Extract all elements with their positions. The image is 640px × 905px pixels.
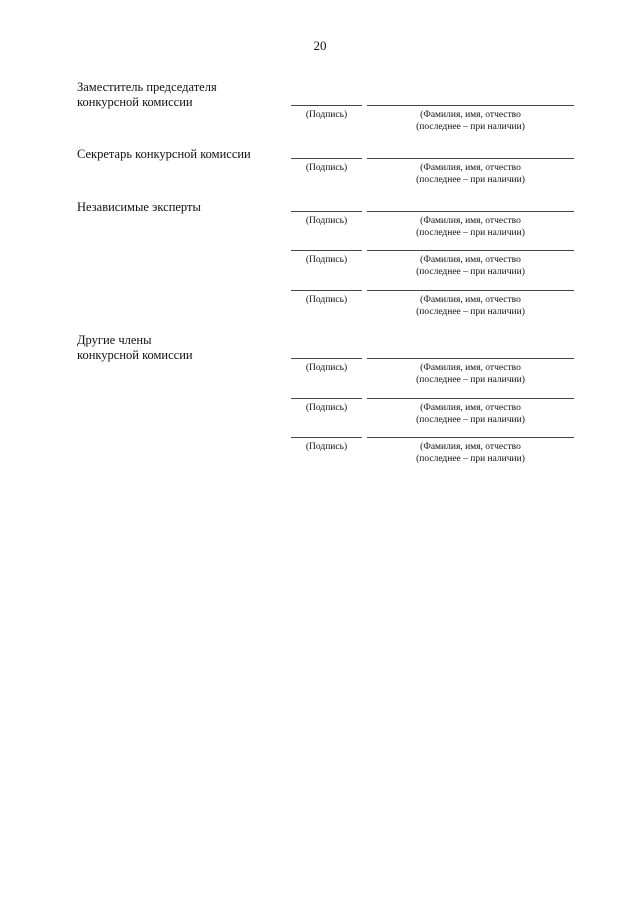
name-caption	[367, 402, 574, 426]
name-caption-line1: (Фамилия, имя, отчество	[420, 403, 521, 413]
name-line	[367, 290, 574, 291]
name-caption-line2: (последнее – при наличии)	[416, 307, 525, 317]
name-line	[367, 105, 574, 106]
label-deputy-chair-line2: конкурсной комиссии	[77, 95, 193, 109]
name-line	[367, 211, 574, 212]
signature-caption: (Подпись)	[305, 295, 348, 305]
name-line	[367, 437, 574, 438]
signature-row-member-3	[0, 437, 640, 467]
signature-row-member-2	[0, 398, 640, 428]
signature-caption: (Подпись)	[305, 403, 348, 413]
name-caption-line1: (Фамилия, имя, отчество	[420, 295, 521, 305]
signature-row-expert-1	[0, 211, 640, 241]
name-caption-line2: (последнее – при наличии)	[416, 228, 525, 238]
signature-caption: (Подпись)	[305, 110, 348, 120]
name-caption-line1: (Фамилия, имя, отчество	[420, 216, 521, 226]
name-caption-line1: (Фамилия, имя, отчество	[420, 255, 521, 265]
label-other-members-line2: конкурсной комиссии	[77, 348, 193, 362]
signature-line	[291, 158, 362, 159]
label-deputy-chair-line1: Заместитель председателя	[77, 80, 217, 94]
name-caption	[367, 294, 574, 318]
signature-row-secretary	[0, 158, 640, 188]
signature-line	[291, 105, 362, 106]
label-other-members-line1: Другие члены	[77, 333, 152, 347]
name-line	[367, 358, 574, 359]
name-caption-line2: (последнее – при наличии)	[416, 375, 525, 385]
signature-caption: (Подпись)	[305, 255, 348, 265]
signature-row-deputy-chair	[0, 105, 640, 135]
name-caption-line1: (Фамилия, имя, отчество	[420, 442, 521, 452]
label-secretary-line1: Секретарь конкурсной комиссии	[77, 147, 251, 161]
name-line	[367, 398, 574, 399]
name-caption-line2: (последнее – при наличии)	[416, 454, 525, 464]
signature-line	[291, 211, 362, 212]
name-caption-line2: (последнее – при наличии)	[416, 175, 525, 185]
signature-caption: (Подпись)	[305, 216, 348, 226]
signature-row-expert-2	[0, 250, 640, 280]
name-caption	[367, 254, 574, 278]
name-caption	[367, 109, 574, 133]
name-caption-line2: (последнее – при наличии)	[416, 415, 525, 425]
name-caption	[367, 162, 574, 186]
name-caption-line1: (Фамилия, имя, отчество	[420, 110, 521, 120]
signature-line	[291, 358, 362, 359]
name-caption	[367, 441, 574, 465]
name-caption-line2: (последнее – при наличии)	[416, 122, 525, 132]
signature-caption: (Подпись)	[305, 363, 348, 373]
name-caption	[367, 362, 574, 386]
label-experts-line1: Независимые эксперты	[77, 200, 201, 214]
signature-caption: (Подпись)	[305, 163, 348, 173]
page-number: 20	[313, 38, 327, 53]
signature-line	[291, 250, 362, 251]
name-caption-line1: (Фамилия, имя, отчество	[420, 363, 521, 373]
signature-caption: (Подпись)	[305, 442, 348, 452]
name-caption-line2: (последнее – при наличии)	[416, 267, 525, 277]
signature-line	[291, 290, 362, 291]
signature-line	[291, 437, 362, 438]
name-caption	[367, 215, 574, 239]
signature-row-expert-3	[0, 290, 640, 320]
name-caption-line1: (Фамилия, имя, отчество	[420, 163, 521, 173]
signature-line	[291, 398, 362, 399]
name-line	[367, 250, 574, 251]
signature-row-member-1	[0, 358, 640, 388]
name-line	[367, 158, 574, 159]
